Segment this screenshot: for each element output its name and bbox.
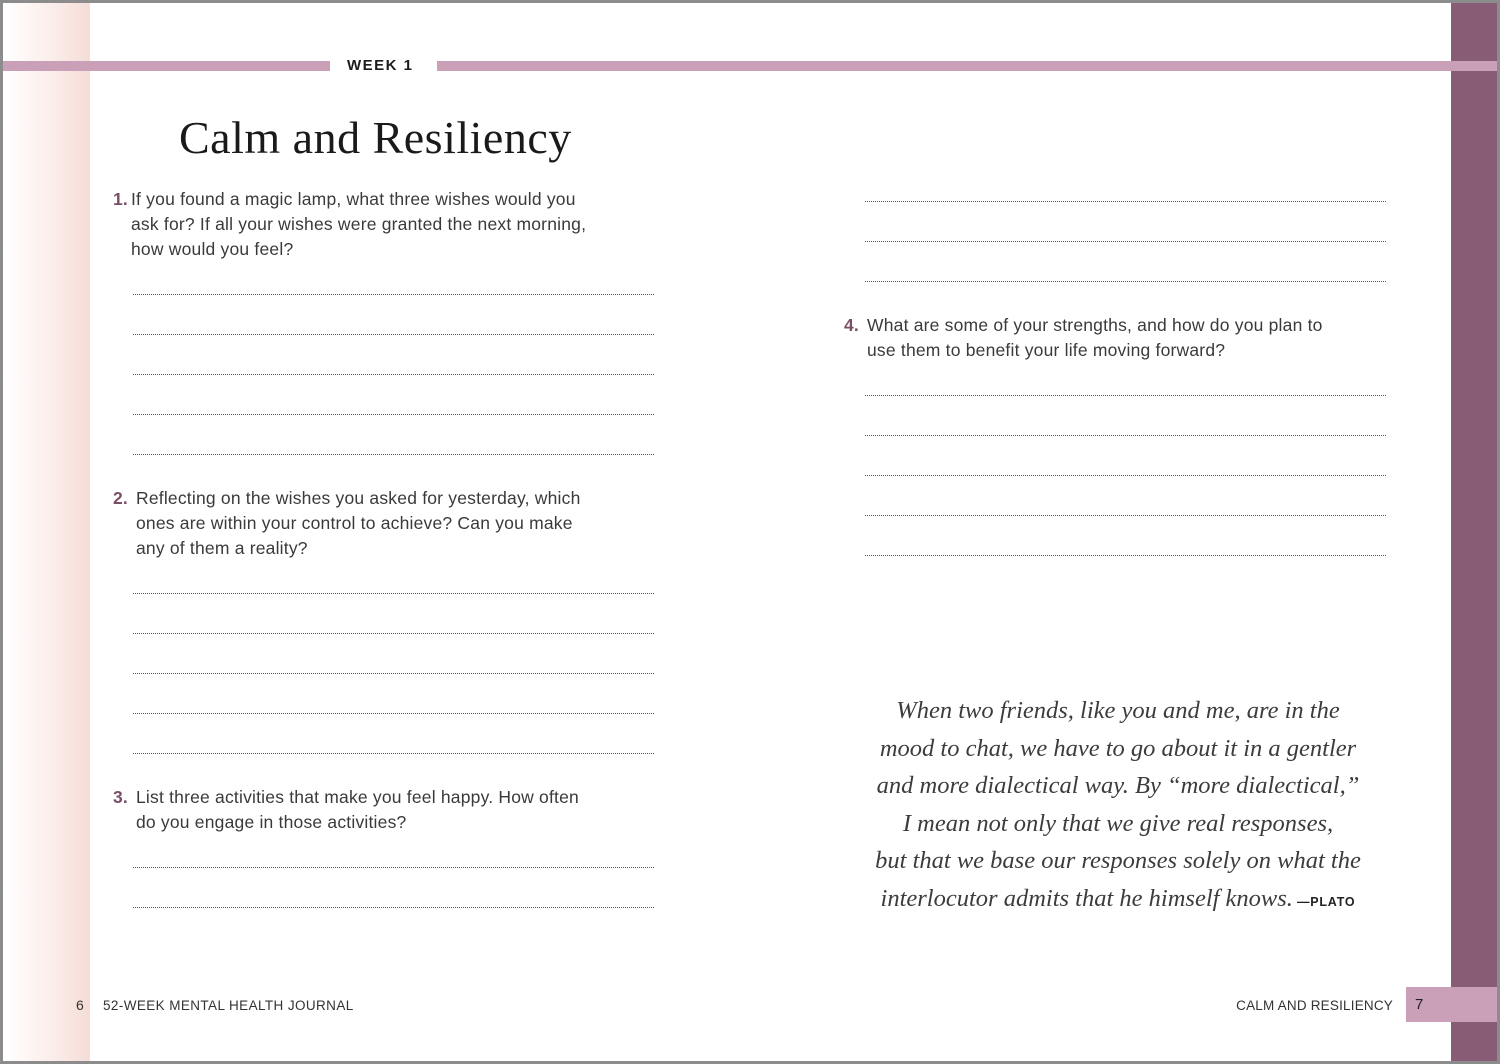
right-edge-bar (1451, 3, 1497, 1061)
journal-spread (3, 3, 1497, 1061)
answer-line[interactable] (133, 374, 654, 375)
question-4 (844, 313, 1414, 363)
answer-line[interactable] (133, 294, 654, 295)
quote-line: interlocutor admits that he himself knows. (880, 884, 1293, 912)
question-number: 1. (113, 189, 128, 209)
answer-line[interactable] (865, 241, 1386, 242)
answer-line[interactable] (133, 414, 654, 415)
answer-line[interactable] (865, 395, 1386, 396)
question-text-line: List three activities that make you feel happy. How often (136, 787, 579, 807)
question-text-line: ones are within your control to achieve? Can you make (136, 513, 573, 533)
right-page-number: 7 (1415, 996, 1424, 1013)
question-1 (113, 187, 673, 262)
quote-line: but that we base our responses solely on what the (875, 847, 1361, 874)
question-3 (113, 785, 673, 835)
quote-line: mood to chat, we have to go about it in a gentler (879, 734, 1357, 762)
binding-gutter (3, 3, 90, 1061)
answer-line[interactable] (133, 633, 654, 634)
page-title: Calm and Resiliency (179, 112, 572, 163)
question-text-line: do you engage in those activities? (136, 812, 407, 832)
question-text-line: use them to benefit your life moving forward? (867, 340, 1226, 360)
question-number: 2. (113, 488, 128, 508)
answer-line[interactable] (133, 753, 654, 754)
question-number: 4. (844, 315, 859, 335)
answer-line[interactable] (133, 593, 654, 594)
question-2 (113, 486, 673, 561)
question-text-line: Reflecting on the wishes you asked for yesterday, which (136, 488, 581, 508)
answer-line[interactable] (865, 435, 1386, 436)
quote-last-line (845, 880, 1391, 922)
quote-line: I mean not only that we give real responses, (902, 809, 1334, 837)
answer-line[interactable] (865, 515, 1386, 516)
answer-line[interactable] (133, 867, 654, 868)
answer-line[interactable] (865, 555, 1386, 556)
header-band-left (3, 61, 330, 71)
question-text-line: If you found a magic lamp, what three wishes would you (131, 189, 576, 209)
running-footer-book-title: 52-WEEK MENTAL HEALTH JOURNAL (103, 998, 354, 1013)
answer-line[interactable] (865, 475, 1386, 476)
answer-line[interactable] (133, 713, 654, 714)
running-footer-chapter-title: CALM AND RESILIENCY (1236, 998, 1393, 1013)
question-number: 3. (113, 787, 128, 807)
quote-line: and more dialectical way. By “more dialectical,” (876, 772, 1360, 799)
answer-line[interactable] (133, 673, 654, 674)
answer-line[interactable] (133, 334, 654, 335)
left-page-number: 6 (76, 997, 84, 1013)
answer-line[interactable] (865, 281, 1386, 282)
week-label: WEEK 1 (347, 57, 414, 74)
answer-line[interactable] (865, 201, 1386, 202)
quote-author: —PLATO (1296, 894, 1356, 909)
answer-line[interactable] (133, 907, 654, 908)
question-text-line: What are some of your strengths, and how do you plan to (867, 315, 1323, 335)
question-text-line: ask for? If all your wishes were granted the next morning, (131, 214, 587, 234)
quote-line: When two friends, like you and me, are in the (896, 697, 1340, 724)
quote-block (845, 692, 1391, 921)
question-text-line: any of them a reality? (136, 538, 308, 558)
header-band-right (437, 61, 1497, 71)
question-text-line: how would you feel? (131, 239, 294, 259)
answer-line[interactable] (133, 454, 654, 455)
right-page-number-tab (1406, 987, 1497, 1022)
